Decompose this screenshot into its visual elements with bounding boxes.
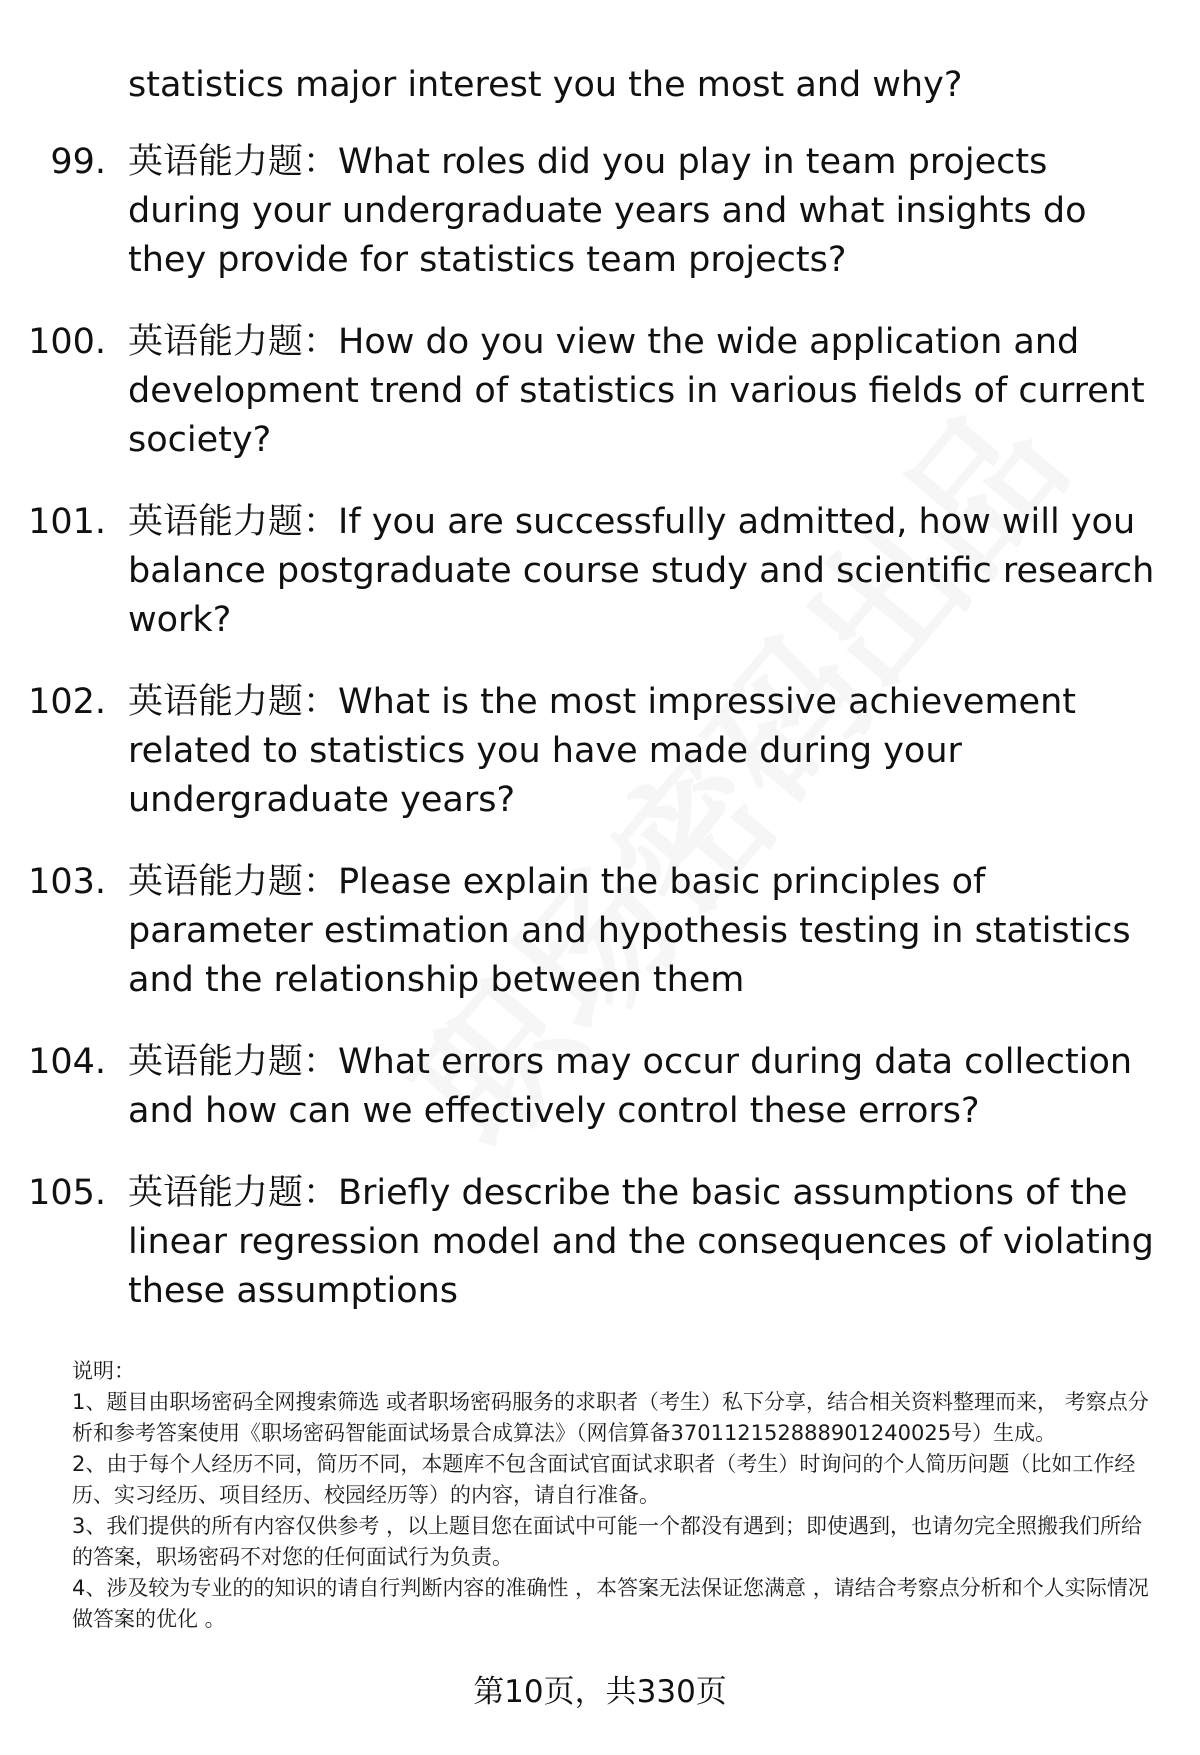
question-number: 105. [28, 1173, 106, 1213]
question-item [0, 498, 1200, 645]
question-text: 英语能力题：What errors may occur during data collection and how can we effectively control these errors? [128, 1042, 1133, 1131]
question-continuation: statistics major interest you the most and why? [128, 65, 963, 105]
question-number: 101. [28, 502, 106, 542]
question-text: 英语能力题：Briefly describe the basic assumptions of the linear regression model and the consequences of violating these assumptions [128, 1173, 1154, 1311]
question-number: 100. [28, 322, 106, 362]
question-text: 英语能力题：What is the most impressive achievement related to statistics you have made during your undergraduate years? [128, 682, 1076, 820]
question-text: 英语能力题：Please explain the basic principles of parameter estimation and hypothesis testing in statistics and the relationship between them [128, 862, 1131, 1000]
notes-section [72, 1356, 1162, 1635]
question-text: 英语能力题：What roles did you play in team projects during your undergraduate years and what insights do they provide for statistics team projects? [128, 142, 1087, 280]
note-item: 4、涉及较为专业的的知识的请自行判断内容的准确性 ，本答案无法保证您满意 ，请结合考察点分析和个人实际情况做答案的优化 。 [72, 1576, 1149, 1631]
question-item [0, 858, 1200, 1005]
question-item [0, 318, 1200, 465]
question-number: 102. [28, 682, 106, 722]
question-text: 英语能力题：If you are successfully admitted, how will you balance postgraduate course study and scientific research work? [128, 502, 1155, 640]
question-number: 104. [28, 1042, 106, 1082]
question-item [0, 678, 1200, 825]
note-item: 1、题目由职场密码全网搜索筛选 或者职场密码服务的求职者（考生）私下分享，结合相关资料整理而来， 考察点分析和参考答案使用《职场密码智能面试场景合成算法》（网信算备370112152888901240025号）生成。 [72, 1390, 1149, 1445]
question-number: 99. [50, 142, 106, 182]
question-list [0, 138, 1200, 1349]
question-number: 103. [28, 862, 106, 902]
notes-heading: 说明： [72, 1359, 135, 1383]
question-item [0, 138, 1200, 285]
question-item [0, 1038, 1200, 1136]
note-item: 3、我们提供的所有内容仅供参考 ，以上题目您在面试中可能一个都没有遇到；即使遇到，也请勿完全照搬我们所给的答案，职场密码不对您的任何面试行为负责。 [72, 1514, 1143, 1569]
question-text: 英语能力题：How do you view the wide application and development trend of statistics in various fields of current society? [128, 322, 1145, 460]
page-footer: 第10页，共330页 [473, 1674, 727, 1710]
question-item [0, 1169, 1200, 1316]
note-item: 2、由于每个人经历不同，简历不同，本题库不包含面试官面试求职者（考生）时询问的个人简历问题（比如工作经历、实习经历、项目经历、校园经历等）的内容，请自行准备。 [72, 1452, 1136, 1507]
